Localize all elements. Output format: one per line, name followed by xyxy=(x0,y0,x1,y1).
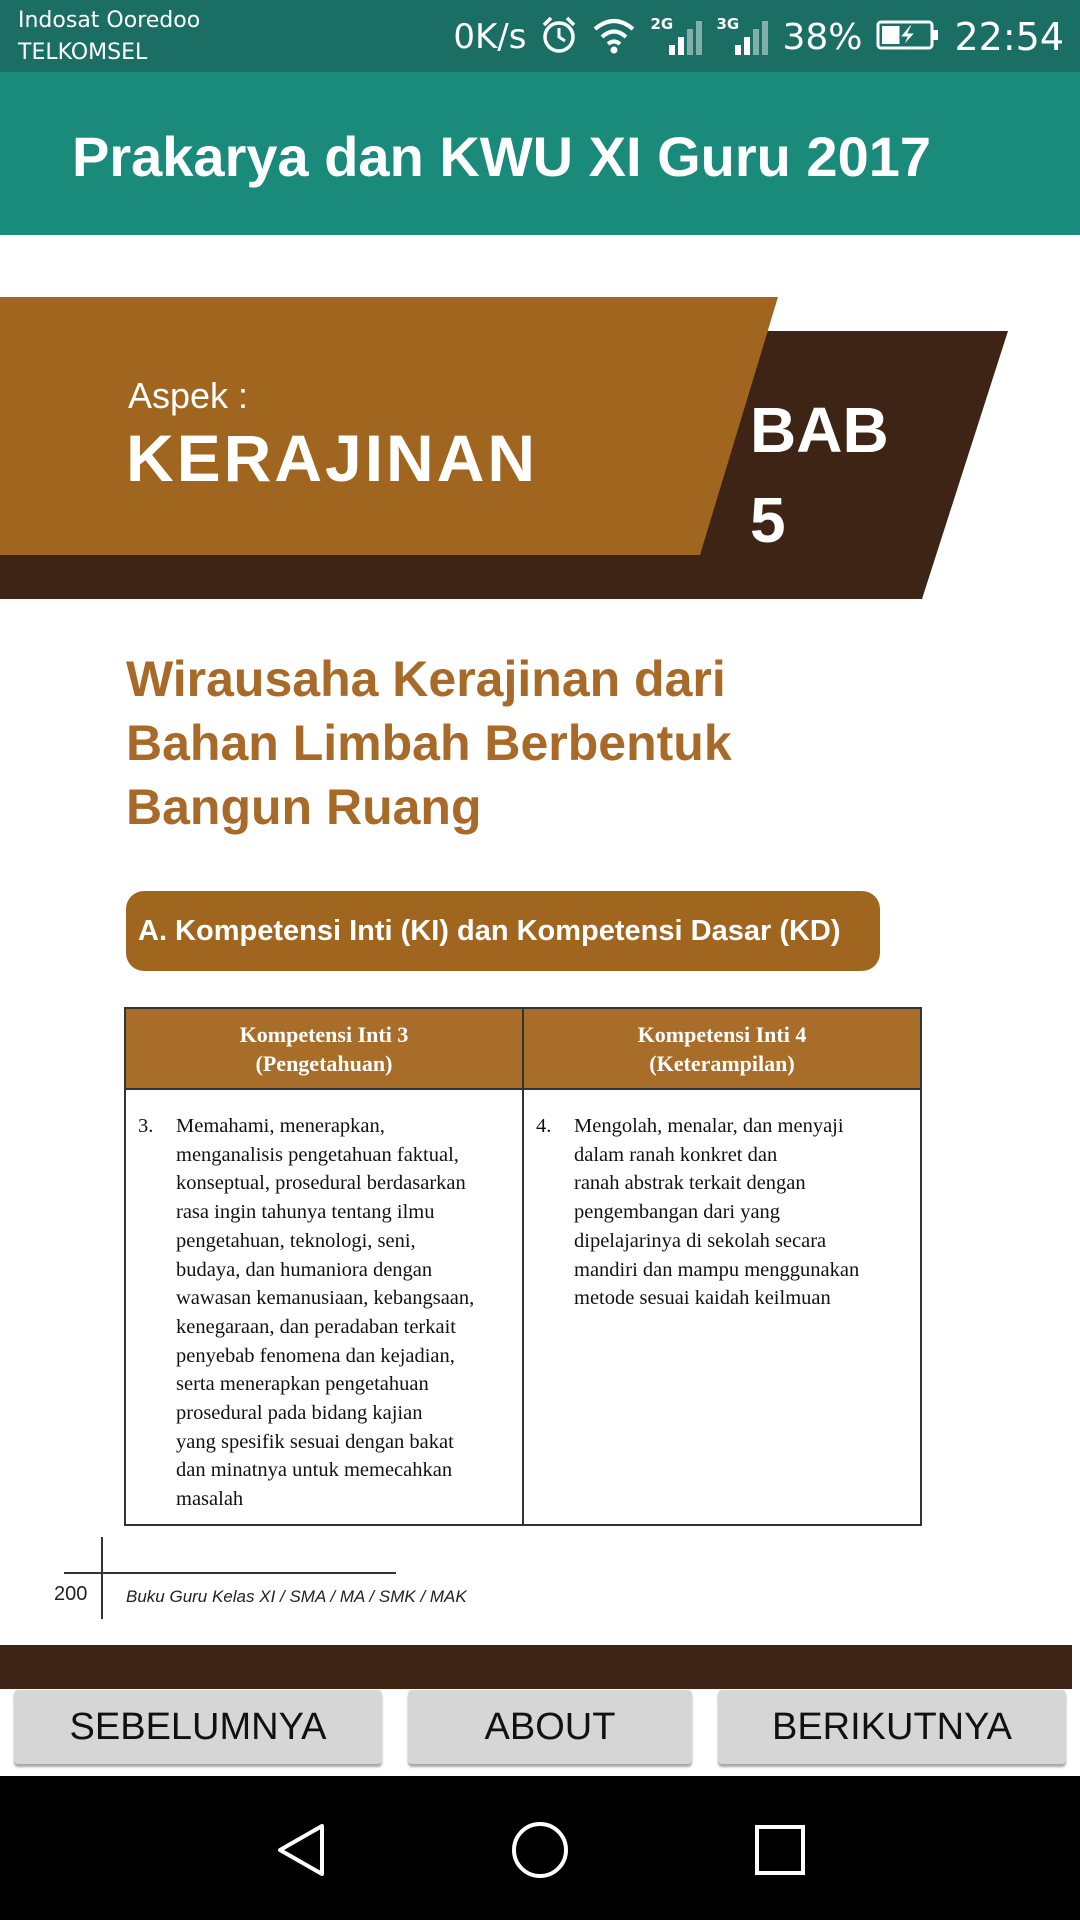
sim1-signal-icon xyxy=(650,15,702,59)
ki3-number: 3. xyxy=(138,1115,154,1137)
recents-icon[interactable] xyxy=(740,1818,820,1882)
status-bar xyxy=(0,0,1080,72)
chapter-title: Wirausaha Kerajinan dari Bahan Limbah Berbentuk Bangun Ruang xyxy=(126,651,732,835)
carrier-1: Indosat Ooredoo xyxy=(18,8,201,33)
table-header-ki3: Kompetensi Inti 3 (Pengetahuan) xyxy=(125,1008,523,1089)
alarm-icon xyxy=(540,15,578,59)
carrier-2: TELKOMSEL xyxy=(18,40,148,65)
footer-divider-vertical xyxy=(101,1537,103,1619)
next-button[interactable]: BERIKUTNYA xyxy=(718,1690,1066,1764)
sim1-network-type: 2G xyxy=(650,15,674,33)
footer-divider-horizontal xyxy=(64,1572,396,1574)
bab-word: BAB xyxy=(750,394,889,466)
page-number: 200 xyxy=(54,1583,88,1605)
app-title: Prakarya dan KWU XI Guru 2017 xyxy=(72,125,932,188)
ki4-number: 4. xyxy=(536,1115,552,1137)
aspek-label: Aspek : xyxy=(128,375,249,416)
table-header-ki4: Kompetensi Inti 4 (Keterampilan) xyxy=(523,1008,921,1089)
back-icon[interactable] xyxy=(262,1818,342,1882)
bab-number: 5 xyxy=(750,484,786,556)
battery-icon xyxy=(876,19,940,55)
home-icon[interactable] xyxy=(500,1818,580,1882)
competency-table xyxy=(124,1007,922,1526)
about-button[interactable]: ABOUT xyxy=(408,1690,692,1764)
ki4-cell xyxy=(523,1089,921,1525)
section-heading: A. Kompetensi Inti (KI) dan Kompetensi Dasar (KD) xyxy=(126,891,880,971)
network-speed: 0K/s xyxy=(453,17,527,57)
battery-percent: 38% xyxy=(782,16,863,58)
clock: 22:54 xyxy=(954,15,1064,59)
previous-button[interactable]: SEBELUMNYA xyxy=(14,1690,382,1764)
ki3-cell xyxy=(125,1089,523,1525)
aspek-name: KERAJINAN xyxy=(126,421,539,495)
status-indicators xyxy=(453,12,1064,62)
navigation-bar xyxy=(0,1776,1080,1920)
page-footer-text: Buku Guru Kelas XI / SMA / MA / SMK / MAK xyxy=(126,1587,467,1606)
table-row xyxy=(125,1089,921,1525)
book-page-view[interactable] xyxy=(0,235,1080,1689)
ki3-text: Memahami, menerapkan, menganalisis pengetahuan faktual, konseptual, prosedural berdasarkan rasa ingin tahunya tentang ilmu pengetahuan, teknologi, seni, budaya, dan humaniora dengan wawasan kemanusiaan, kebangsaan, kenegaraan, dan peradaban terkait penyebab fenomena dan kejadian, serta menerapkan pengetahuan prosedural pada bidang kajian yang spesifik sesuai dengan bakat dan minatnya untuk memecahkan masalah xyxy=(176,1115,475,1511)
bab-label xyxy=(750,385,889,565)
sim2-signal-icon xyxy=(716,15,768,59)
ki4-text: Mengolah, menalar, dan menyaji dalam ranah konkret dan ranah abstrak terkait dengan pengembangan dari yang dipelajarinya di sekolah secara mandiri dan mampu menggunakan metode sesuai kaidah keilmuan xyxy=(574,1115,860,1310)
wifi-icon xyxy=(592,16,636,58)
sim2-network-type: 3G xyxy=(716,15,740,33)
app-bar xyxy=(0,72,1080,235)
page-bottom-band xyxy=(0,1645,1072,1689)
